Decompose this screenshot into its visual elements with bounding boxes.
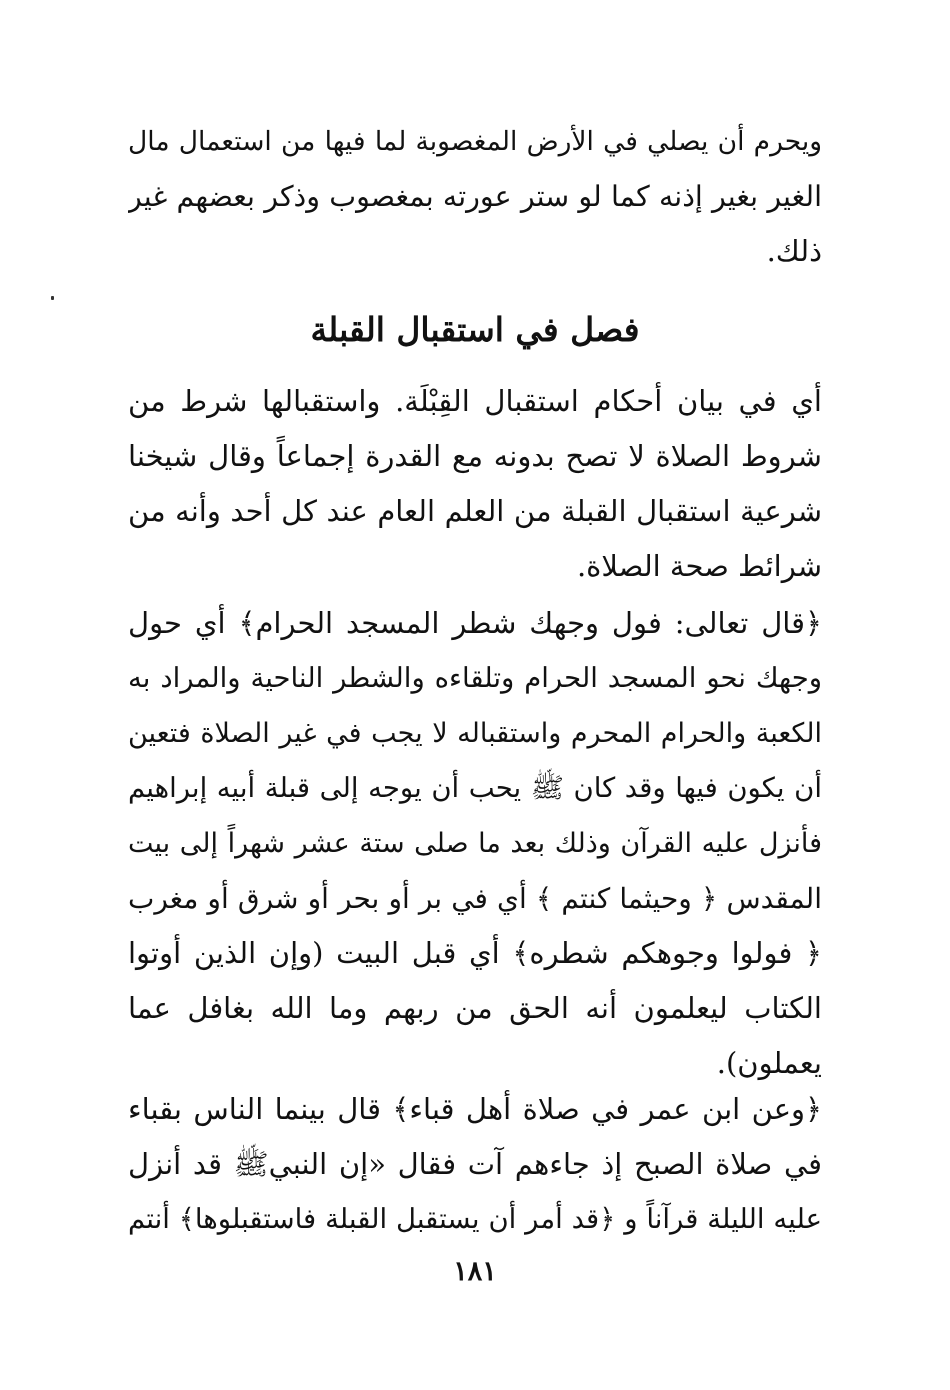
text-line: عليه الليلة قرآناً و ﴿قد أمر أن يستقبل القبلة فاستقبلوها﴾ أنتم — [128, 1203, 822, 1235]
text-line: الكعبة والحرام المحرم واستقباله لا يجب في غير الصلاة فتعين — [128, 718, 822, 749]
text-line: شرعية استقبال القبلة من العلم العام عند كل أحد وأنه من — [128, 494, 822, 528]
text-line: ﴿قال تعالى: فول وجهك شطر المسجد الحرام﴾ أي حول — [128, 606, 822, 640]
paragraph-ibn-umar-hadith — [128, 1082, 822, 1247]
text-line: ﴿ فولوا وجوهكم شطره﴾ أي قبل البيت (وإن الذين أوتوا — [128, 936, 822, 970]
text-line: وجهك نحو المسجد الحرام وتلقاءه والشطر الناحية والمراد به — [128, 662, 822, 694]
text-line: يعملون). — [716, 1046, 822, 1080]
text-line: الغير بغير إذنه كما لو ستر عورته بمغصوب وذكر بعضهم غير — [128, 180, 822, 213]
text-line: شروط الصلاة لا تصح بدونه مع القدرة إجماعاً وقال شيخنا — [128, 439, 822, 473]
text-line: شرائط صحة الصلاة. — [576, 549, 822, 583]
text-line: أن يكون فيها وقد كان ﷺ يحب أن يوجه إلى قبلة أبيه إبراهيم — [128, 772, 822, 804]
section-heading: فصل في استقبال القبلة — [310, 310, 640, 349]
paragraph-qibla-definition — [128, 374, 822, 594]
text-line: المقدس ﴿ وحيثما كنتم ﴾ أي في بر أو بحر أو شرق أو مغرب — [128, 882, 822, 915]
text-line: ﴿وعن ابن عمر في صلاة أهل قباء﴾ قال بينما الناس بقباء — [128, 1092, 822, 1126]
paragraph-quran-verse — [128, 596, 822, 1091]
text-line: ذلك. — [766, 234, 822, 268]
text-line: أي في بيان أحكام استقبال القِبْلَة. واستقبالها شرط من — [128, 384, 822, 418]
text-line: في صلاة الصبح إذ جاءهم آت فقال «إن النبيﷺ قد أنزل — [128, 1147, 822, 1181]
paragraph-prohibited-land — [128, 114, 822, 279]
page-number: ١٨١ — [453, 1256, 497, 1287]
scan-speck — [51, 296, 54, 300]
text-line: فأنزل عليه القرآن وذلك بعد ما صلى ستة عشر شهراً إلى بيت — [128, 828, 822, 859]
text-line: الكتاب ليعلمون أنه الحق من ربهم وما الله بغافل عما — [128, 991, 822, 1025]
text-line: ويحرم أن يصلي في الأرض المغصوبة لما فيها من استعمال مال — [128, 126, 822, 157]
